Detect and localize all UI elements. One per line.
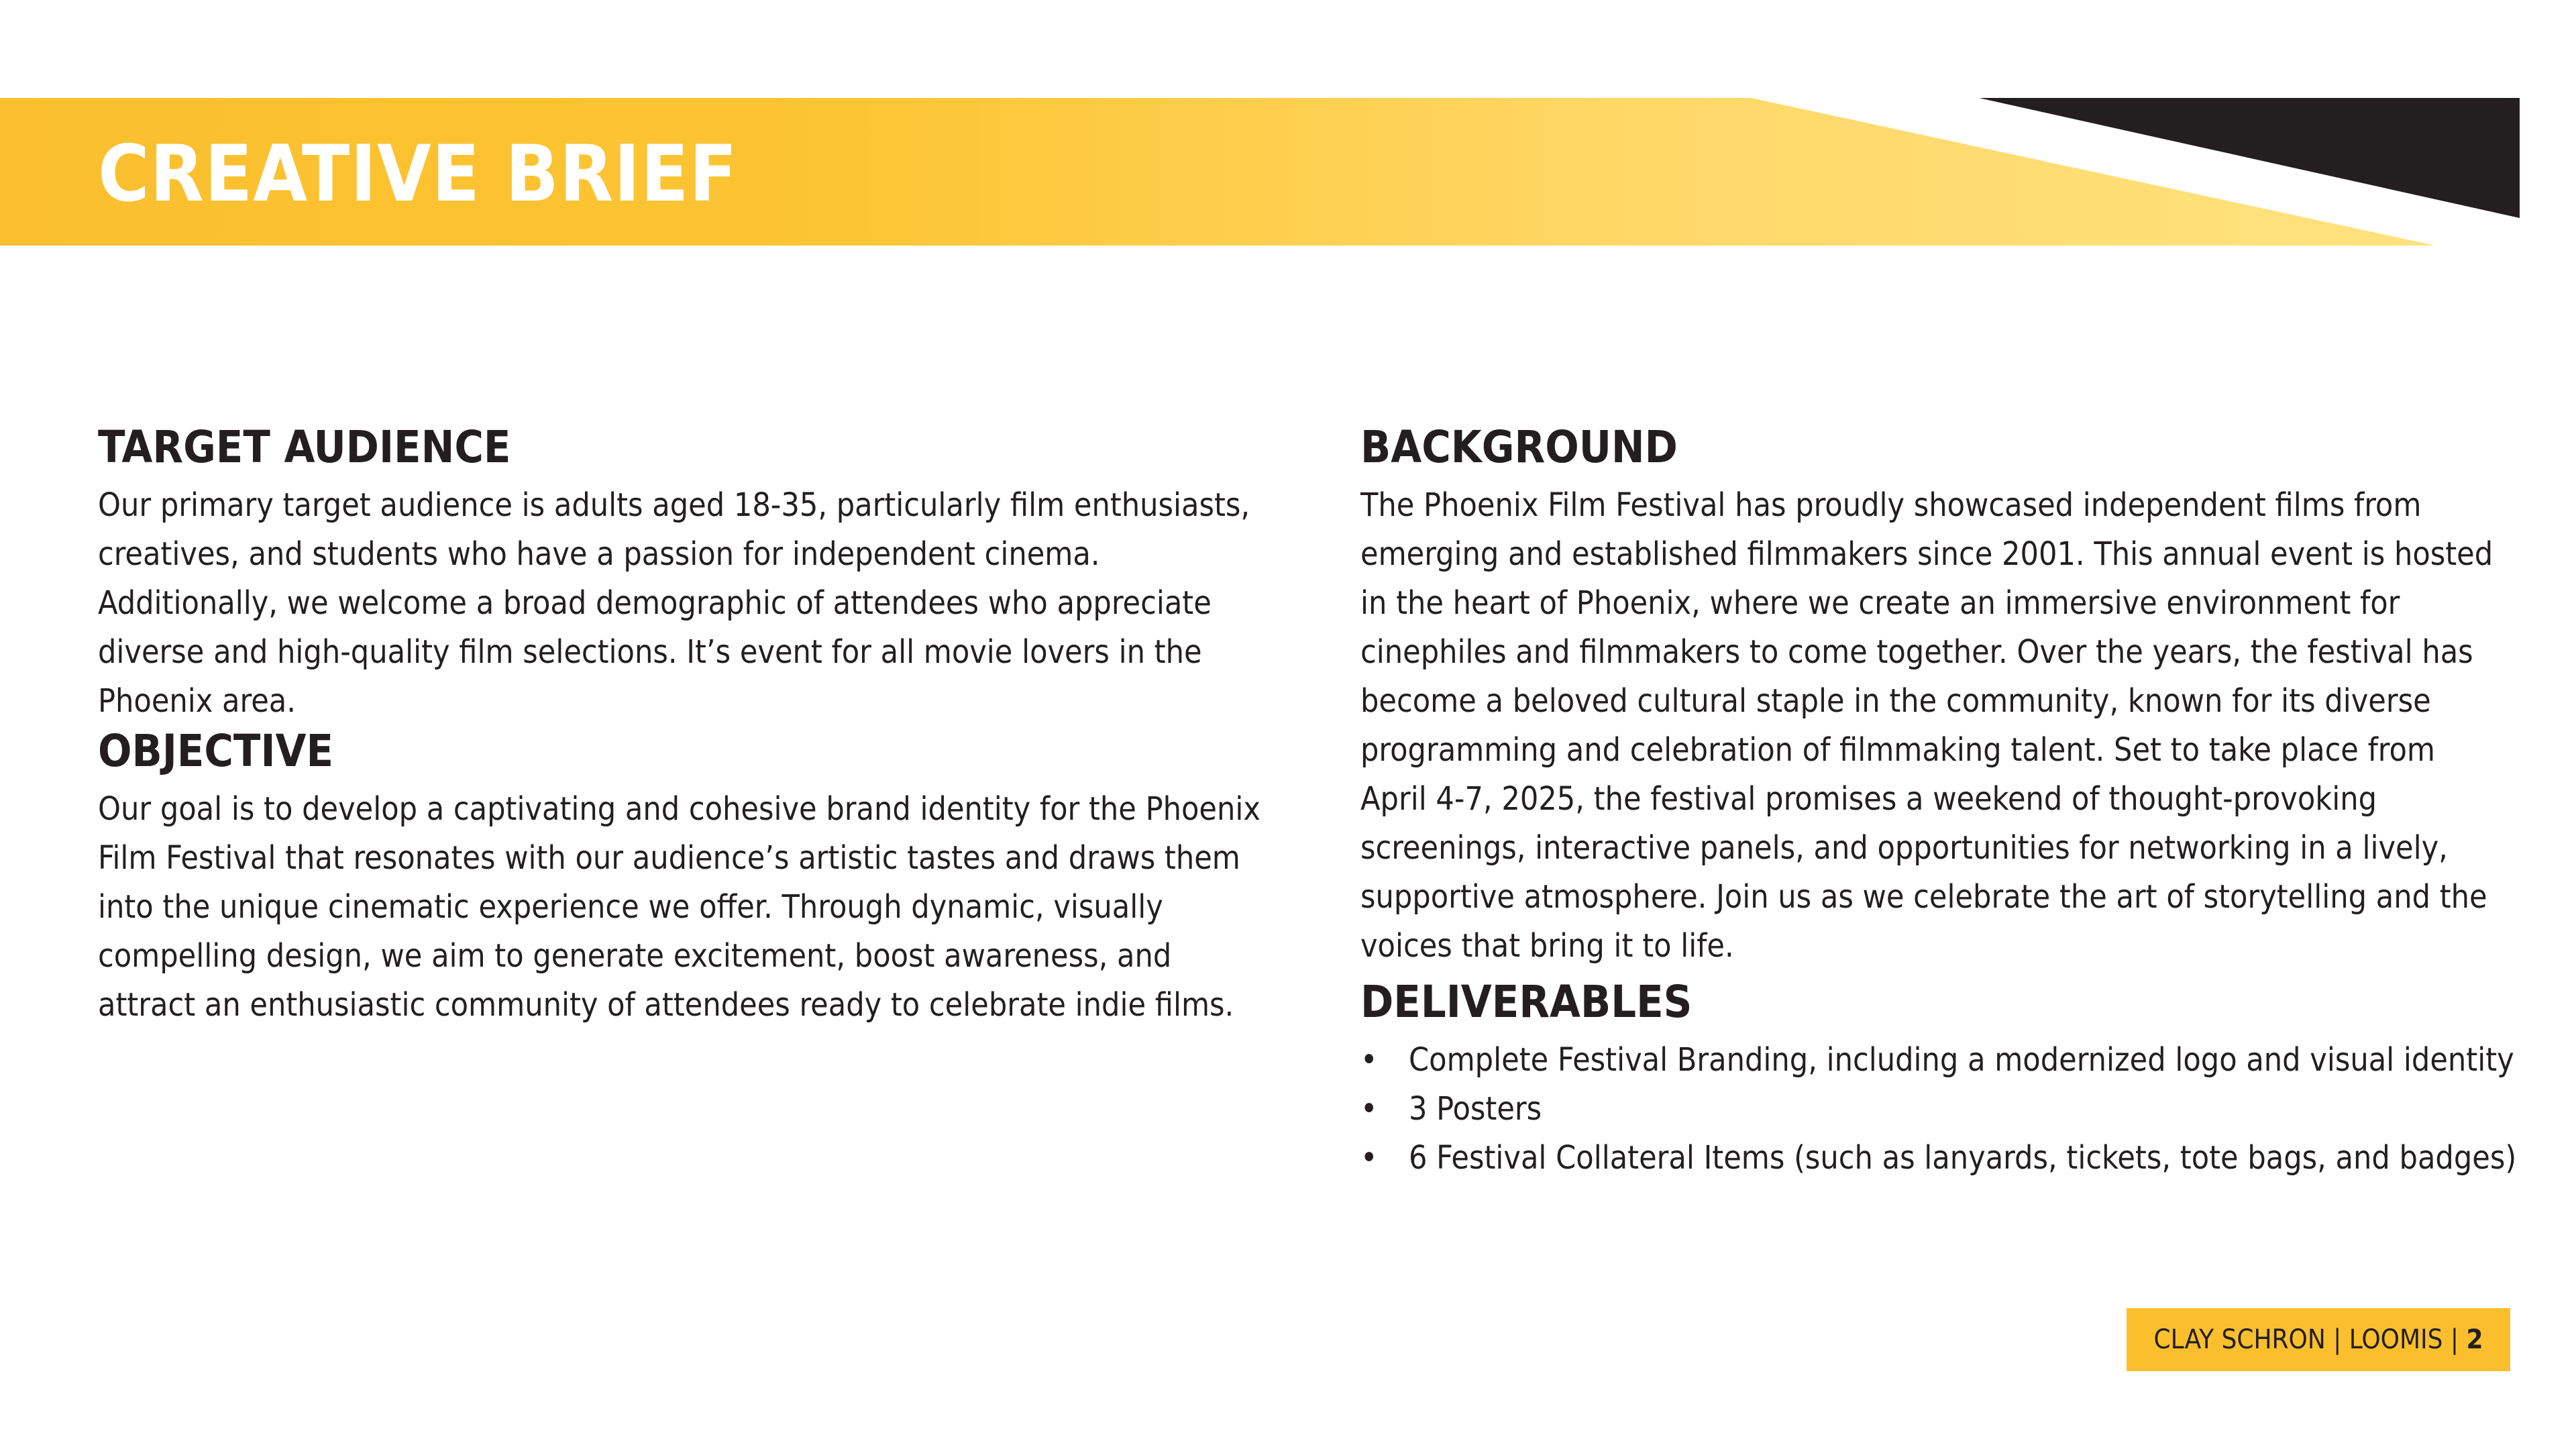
list-item <box>1360 1085 2509 1134</box>
target-audience-section <box>98 419 1265 726</box>
background-section <box>1360 419 2509 971</box>
objective-heading: OBJECTIVE <box>98 725 334 777</box>
list-item-text: Complete Festival Branding, including a modernized logo and visual identity <box>1409 1041 2514 1079</box>
target-audience-heading: TARGET AUDIENCE <box>98 421 511 473</box>
deliverables-heading: DELIVERABLES <box>1360 976 1693 1028</box>
objective-section <box>98 723 1265 1030</box>
bullet-icon: • <box>1360 1139 1378 1177</box>
footer-tag <box>2127 1308 2510 1371</box>
deliverables-list <box>1360 1036 2517 1183</box>
list-item <box>1360 1036 2514 1085</box>
target-audience-body: Our primary target audience is adults aged 18-35, particularly film enthusiasts, creatives, and students who have a passion for independent cinema. Additionally, we welcome a broad demographic of attendees who appreciate diverse and high-quality film selections. It’s event for all movie lovers in the Phoenix area. <box>98 486 1250 720</box>
deliverables-section <box>1360 974 2517 1183</box>
page-title: CREATIVE BRIEF <box>98 129 738 219</box>
bullet-icon: • <box>1360 1041 1378 1079</box>
list-item-text: 3 Posters <box>1409 1090 1542 1128</box>
footer-author: CLAY SCHRON | LOOMIS | <box>2153 1324 2467 1355</box>
background-body: The Phoenix Film Festival has proudly showcased independent films from emerging and established filmmakers since 2001. This annual event is hosted in the heart of Phoenix, where we create an immersive environment for cinephiles and filmmakers to come together. Over the years, the festival has become a beloved cultural staple in the community, known for its diverse programming and celebration of filmmaking talent. Set to take place from April 4-7, 2025, the festival promises a weekend of thought-provoking screenings, interactive panels, and opportunities for networking in a lively, supportive atmosphere. Join us as we celebrate the art of storytelling and the voices that bring it to life. <box>1360 486 2493 965</box>
list-item-text: 6 Festival Collateral Items (such as lanyards, tickets, tote bags, and badges) <box>1409 1139 2517 1177</box>
bullet-icon: • <box>1360 1090 1378 1128</box>
list-item <box>1360 1134 2517 1183</box>
page-number: 2 <box>2466 1324 2483 1355</box>
objective-body: Our goal is to develop a captivating and cohesive brand identity for the Phoenix Film Festival that resonates with our audience’s artistic tastes and draws them into the unique cinematic experience we offer. Through dynamic, visually compelling design, we aim to generate excitement, boost awareness, and attract an enthusiastic community of attendees ready to celebrate indie films. <box>98 790 1260 1024</box>
background-heading: BACKGROUND <box>1360 421 1678 473</box>
